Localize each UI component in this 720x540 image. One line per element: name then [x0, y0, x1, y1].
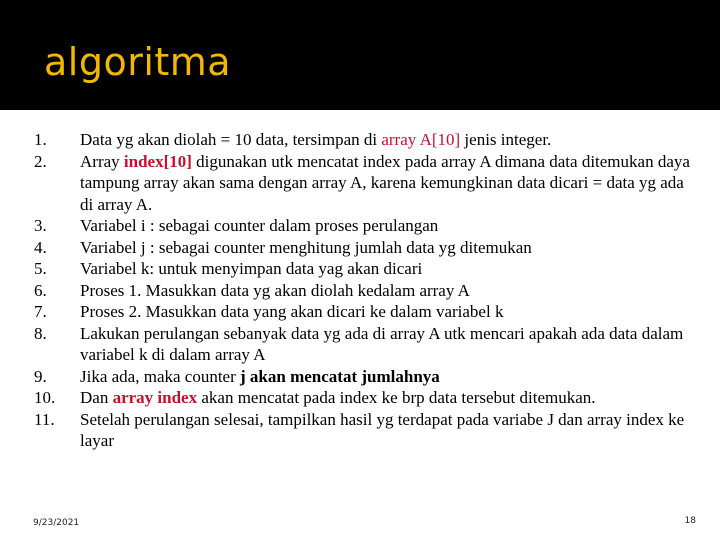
array-index-highlight: array index [112, 388, 198, 407]
item-text: digunakan utk mencatat index pada array A dimana data ditemukan daya tampung array akan sama dengan array A, karena kemungkinan data dicari = data yg ada di array A. [80, 151, 690, 214]
list-item-3 [34, 215, 694, 237]
index-highlight: index[10] [123, 151, 192, 171]
item-text: Data yg akan diolah = 10 data, tersimpan di [80, 130, 382, 149]
list-item-9 [34, 366, 694, 388]
item-text: Jika ada, maka counter [80, 366, 241, 386]
item-number: 6. [34, 280, 47, 300]
list-item-11 [34, 409, 694, 452]
item-text: Variabel j : sebagai counter menghitung jumlah data yg ditemukan [80, 237, 532, 257]
item-text: Variabel k: untuk menyimpan data yag akan dicari [80, 259, 423, 278]
list-item-5 [34, 258, 694, 280]
item-number: 2. [34, 151, 47, 171]
item-number: 8. [34, 323, 47, 343]
item-number: 9. [34, 366, 47, 386]
item-number: 11. [34, 409, 55, 429]
page-number: 18 [684, 516, 696, 526]
item-number: 10. [34, 388, 56, 407]
slide-content [0, 110, 720, 540]
item-text: Setelah perulangan selesai, tampilkan hasil yg terdapat pada variabe J dan array index ke layar [80, 409, 685, 450]
list-item-4 [34, 237, 694, 259]
item-text: akan mencatat pada index ke brp data tersebut ditemukan. [197, 388, 596, 407]
item-text: Proses 1. Masukkan data yg akan diolah kedalam array A [80, 280, 470, 300]
list-item-1 [34, 129, 694, 151]
item-text: Variabel i : sebagai counter dalam proses perulangan [80, 216, 439, 235]
counter-bold-text: j akan mencatat jumlahnya [240, 366, 440, 386]
item-text: Array [80, 151, 124, 171]
list-item-7 [34, 301, 694, 323]
item-text: jenis integer. [460, 130, 552, 149]
list-item-8 [34, 323, 694, 366]
footer-date: 9/23/2021 [33, 518, 80, 528]
item-number: 1. [34, 130, 47, 149]
item-number: 4. [34, 237, 47, 257]
item-text: Lakukan perulangan sebanyak data yg ada di array A utk mencari apakah ada data dalam variabel k di dalam array A [80, 323, 684, 364]
list-item-2 [34, 151, 694, 216]
item-text: Proses 2. Masukkan data yang akan dicari ke dalam variabel k [80, 302, 504, 321]
array-a-highlight: array A[10] [381, 130, 461, 149]
slide-title: algoritma [44, 40, 232, 84]
list-item-10 [34, 387, 694, 409]
item-number: 3. [34, 216, 47, 235]
list-item-6 [34, 280, 694, 302]
algorithm-list [34, 129, 694, 452]
title-bar [0, 0, 720, 110]
item-number: 7. [34, 302, 47, 321]
item-text: Dan [80, 388, 113, 407]
item-number: 5. [34, 259, 47, 278]
